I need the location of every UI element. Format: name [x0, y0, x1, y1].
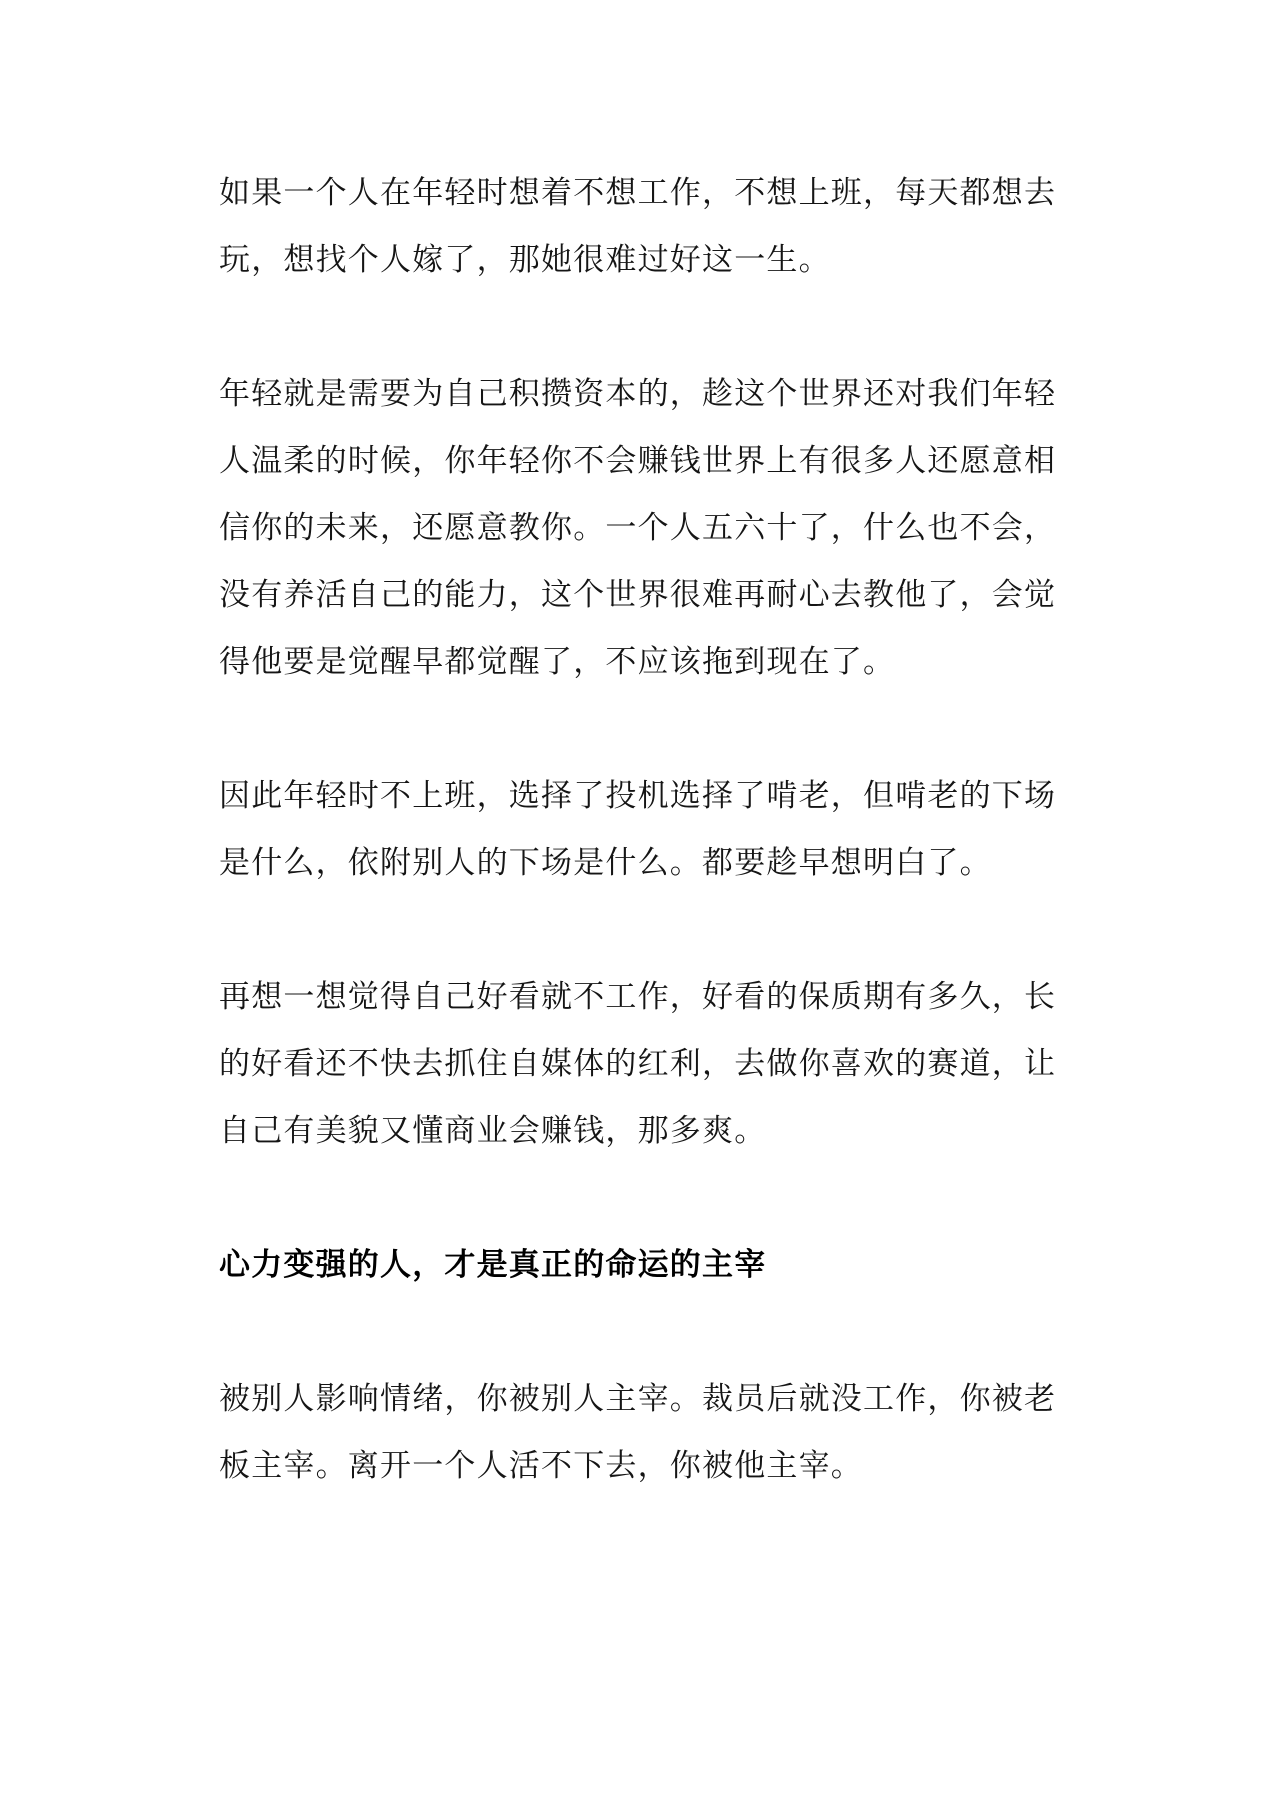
document-body [219, 160, 1057, 1500]
paragraph-line: 被别人影响情绪，你被别人主宰。裁员后就没工作，你被老 [219, 1381, 1057, 1417]
paragraph-line: 如果一个人在年轻时想着不想工作，不想上班，每天都想去 [219, 175, 1057, 211]
paragraph-line: 的好看还不快去抓住自媒体的红利，去做你喜欢的赛道，让 [219, 1046, 1057, 1082]
paragraph-line: 没有养活自己的能力，这个世界很难再耐心去教他了，会觉 [219, 577, 1057, 613]
paragraph-line: 年轻就是需要为自己积攒资本的，趁这个世界还对我们年轻 [219, 376, 1057, 412]
paragraph-3 [219, 763, 1057, 897]
paragraph-line: 信你的未来，还愿意教你。一个人五六十了，什么也不会， [219, 510, 1057, 546]
paragraph-line: 因此年轻时不上班，选择了投机选择了啃老，但啃老的下场 [219, 778, 1057, 814]
paragraph-line: 是什么，依附别人的下场是什么。都要趁早想明白了。 [219, 845, 992, 881]
paragraph-2 [219, 361, 1057, 696]
closing-paragraph [219, 1366, 1057, 1500]
section-heading: 心力变强的人，才是真正的命运的主宰 [219, 1247, 767, 1283]
paragraph-line: 得他要是觉醒早都觉醒了，不应该拖到现在了。 [219, 644, 896, 680]
paragraph-line: 人温柔的时候，你年轻你不会赚钱世界上有很多人还愿意相 [219, 443, 1057, 479]
paragraph-line: 玩，想找个人嫁了，那她很难过好这一生。 [219, 242, 831, 278]
paragraph-line: 再想一想觉得自己好看就不工作，好看的保质期有多久，长 [219, 979, 1057, 1015]
paragraph-1 [219, 160, 1057, 294]
paragraph-line: 板主宰。离开一个人活不下去，你被他主宰。 [219, 1448, 863, 1484]
paragraph-4 [219, 964, 1057, 1165]
paragraph-line: 自己有美貌又懂商业会赚钱，那多爽。 [219, 1113, 767, 1149]
